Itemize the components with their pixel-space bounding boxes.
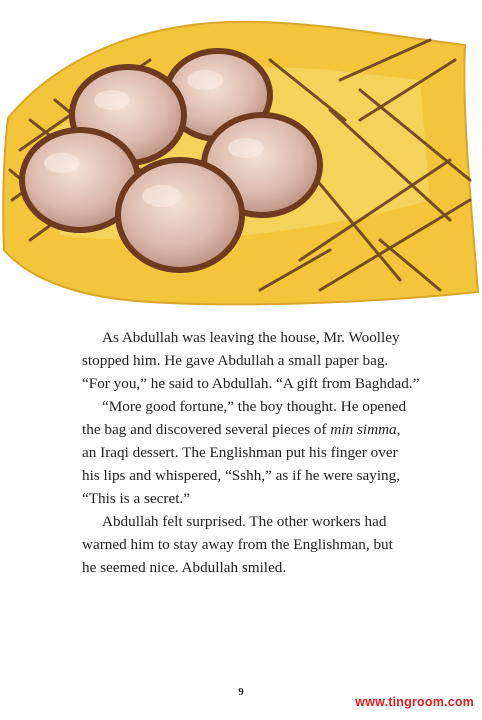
text-line: an Iraqi dessert. The Englishman put his finger over	[82, 444, 398, 461]
dessert-on-mat-illustration	[0, 0, 482, 310]
text-line: “More good fortune,” the boy thought. He opened	[102, 398, 407, 415]
site-watermark: www.tingroom.com	[355, 695, 474, 709]
text-line: warned him to stay away from the Englishman, but	[82, 536, 393, 553]
story-text	[82, 326, 442, 579]
page-number: 9	[238, 686, 244, 698]
text-run: ,	[396, 421, 401, 438]
paragraph-3	[82, 510, 442, 579]
paragraph-1	[82, 326, 442, 395]
text-line: As Abdullah was leaving the house, Mr. Woolley	[102, 329, 400, 346]
text-line: “This is a secret.”	[82, 490, 190, 507]
dessert-name-italic: min simma	[330, 421, 397, 438]
text-line: he seemed nice. Abdullah smiled.	[82, 559, 287, 576]
text-run: the bag and discovered several pieces of	[82, 421, 331, 438]
text-line: his lips and whispered, “Sshh,” as if he were saying,	[82, 467, 401, 484]
text-line-with-italic	[82, 418, 442, 441]
text-line: “For you,” he said to Abdullah. “A gift from Baghdad.”	[82, 375, 420, 392]
dessert-ball	[118, 160, 242, 270]
text-line: stopped him. He gave Abdullah a small paper bag.	[82, 352, 389, 369]
text-line: Abdullah felt surprised. The other workers had	[102, 513, 387, 530]
paragraph-2	[82, 395, 442, 510]
